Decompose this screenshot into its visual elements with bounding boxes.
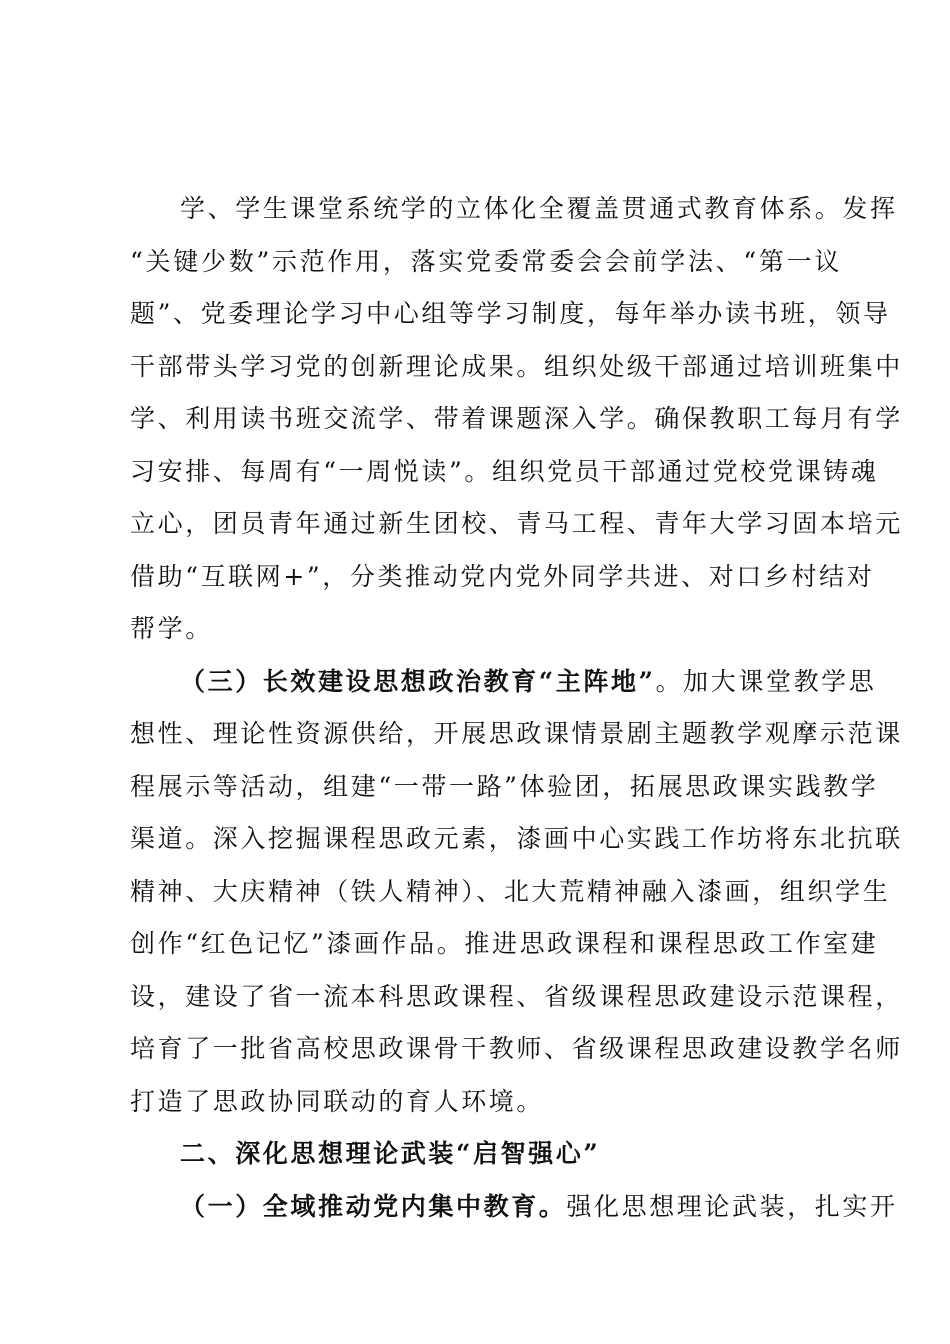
paragraph-line: 想性、理论性资源供给，开展思政课情景剧主题教学观摩示范课 <box>130 719 903 748</box>
paragraph-line: 立心，团员青年通过新生团校、青马工程、青年大学习固本培元 <box>130 509 903 538</box>
section-heading: 二、深化思想理论武装“启智强心” <box>180 1139 601 1168</box>
paragraph-line: 借助“互联网+”，分类推动党内党外同学共进、对口乡村结对 <box>130 561 875 591</box>
paragraph-line: 打造了思政协同联动的育人环境。 <box>130 1086 545 1116</box>
paragraph-line: 习安排、每周有“一周悦读”。组织党员干部通过党校党课铸魂 <box>130 456 879 486</box>
paragraph-line: 精神、大庆精神（铁人精神）、北大荒精神融入漆画，组织学生 <box>130 876 891 906</box>
paragraph-line: 帮学。 <box>130 614 213 643</box>
paragraph-line: 学、利用读书班交流学、带着课题深入学。确保教职工每月有学 <box>130 404 903 433</box>
paragraph-line: 干部带头学习党的创新理论成果。组织处级干部通过培训班集中 <box>130 351 903 381</box>
paragraph-first-line <box>130 1181 898 1234</box>
paragraph-line: 创作“红色记忆”漆画作品。推进思政课程和课程思政工作室建 <box>130 929 879 958</box>
subsection-heading: （三）长效建设思想政治教育“主阵地” <box>180 666 656 696</box>
paragraph-line: “关键少数”示范作用，落实党委常委会会前学法、“第一议 <box>130 246 842 276</box>
document-body <box>130 183 903 1233</box>
paragraph-line: 程展示等活动，组建“一带一路”体验团，拓展思政课实践教学 <box>130 771 879 801</box>
paragraph-line: 题”、党委理论学习中心组等学习制度，每年举办读书班，领导 <box>130 299 891 328</box>
paragraph-line: 渠道。深入挖掘课程思政元素，漆画中心实践工作坊将东北抗联 <box>130 824 903 853</box>
subsection-heading: （一）全域推动党内集中教育。 <box>180 1191 567 1221</box>
paragraph-line: 设，建设了省一流本科思政课程、省级课程思政建设示范课程， <box>130 981 903 1011</box>
paragraph-text: 。加大课堂教学思 <box>655 666 877 696</box>
paragraph-first-line <box>130 656 877 709</box>
paragraph-text: 强化思想理论武装，扎实开 <box>566 1191 898 1221</box>
paragraph-line: 培育了一批省高校思政课骨干教师、省级课程思政建设教学名师 <box>130 1034 903 1063</box>
paragraph-line: 学、学生课堂系统学的立体化全覆盖贯通式教育体系。发挥 <box>180 194 898 223</box>
